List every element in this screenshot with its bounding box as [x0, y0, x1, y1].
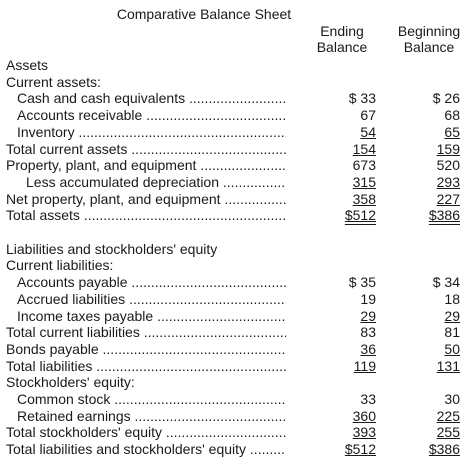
beginning-value: 520: [436, 157, 460, 174]
row-label-text: Less accumulated depreciation: [26, 173, 220, 190]
ending-value: 358: [352, 190, 376, 207]
balance-row: [0, 174, 468, 190]
balance-row: [0, 141, 468, 157]
row-label-text: Total liabilities and stockholders' equity: [6, 441, 247, 457]
ending-value: 36: [360, 340, 376, 357]
row-label: [17, 391, 286, 407]
beginning-value: $ 34: [432, 274, 460, 291]
balance-row: [0, 291, 468, 307]
row-label: [6, 257, 286, 273]
balance-row: [0, 157, 468, 173]
row-label: [17, 274, 286, 290]
ending-value: $512: [344, 207, 376, 224]
row-label: [17, 291, 286, 307]
beginning-value: 225: [436, 407, 460, 424]
row-label: [6, 374, 286, 390]
ending-value: 673: [352, 157, 376, 174]
beginning-value: 65: [444, 123, 460, 140]
row-label-text: Total assets: [6, 207, 80, 224]
beginning-value: 18: [444, 290, 460, 307]
row-label-text: Retained earnings: [17, 407, 131, 424]
row-label-text: Inventory: [17, 123, 75, 140]
row-label-text: Common stock: [17, 391, 111, 407]
beginning-value: 131: [436, 357, 460, 374]
row-label-text: Total liabilities: [6, 357, 93, 374]
row-label-text: Current assets:: [6, 73, 101, 90]
row-label: [17, 107, 286, 123]
row-label: [17, 408, 286, 424]
row-label: [6, 57, 286, 73]
row-label-text: Accounts receivable: [17, 107, 143, 124]
balance-row: [0, 124, 468, 140]
row-label: [6, 424, 286, 440]
balance-row: [0, 424, 468, 440]
balance-row: [0, 274, 468, 290]
sheet-title: Comparative Balance Sheet: [116, 6, 292, 22]
ending-value: 315: [352, 173, 376, 190]
balance-row: [0, 257, 468, 273]
balance-row: [0, 341, 468, 357]
ending-value: 154: [352, 140, 376, 157]
row-label-text: Total stockholders' equity: [6, 424, 162, 441]
ending-value: $ 35: [348, 274, 376, 291]
beginning-value: 68: [444, 107, 460, 124]
balance-row: [0, 391, 468, 407]
ending-value: 33: [360, 391, 376, 407]
row-label: [26, 174, 286, 190]
row-label-text: Assets: [6, 57, 49, 73]
row-label: [17, 124, 286, 140]
row-label: [6, 324, 286, 340]
beginning-value: 293: [436, 173, 460, 190]
ending-value: 29: [360, 307, 376, 324]
balance-row: [0, 57, 468, 73]
beginning-value: 255: [436, 424, 460, 441]
row-label-text: Total current assets: [6, 140, 128, 157]
row-label: [6, 241, 286, 257]
row-label-text: Bonds payable: [6, 340, 99, 357]
balance-row: [0, 74, 468, 90]
balance-row: [0, 408, 468, 424]
balance-row: [0, 241, 468, 257]
row-label: [6, 341, 286, 357]
beginning-value: $386: [428, 207, 460, 224]
ending-balance-header: Ending Balance: [316, 23, 368, 55]
beginning-value: 30: [444, 391, 460, 407]
beginning-value: 159: [436, 140, 460, 157]
spacer-row: [0, 224, 468, 240]
ending-value: 83: [360, 324, 376, 341]
row-label-text: Stockholders' equity:: [6, 374, 135, 391]
ending-value: 393: [352, 424, 376, 441]
row-label-text: Accrued liabilities: [17, 290, 126, 307]
ending-value: 54: [360, 123, 376, 140]
row-label: [6, 191, 286, 207]
beginning-value: $ 26: [432, 90, 460, 107]
ending-value: $ 33: [348, 90, 376, 107]
row-label-text: Current liabilities:: [6, 257, 114, 274]
ending-value: 19: [360, 290, 376, 307]
beginning-value: 227: [436, 190, 460, 207]
beginning-value: $386: [428, 441, 460, 457]
beginning-value: 29: [444, 307, 460, 324]
row-label: [6, 207, 286, 223]
row-label-text: Accounts payable: [17, 274, 128, 291]
balance-row: [0, 191, 468, 207]
row-label-text: Property, plant, and equipment: [6, 157, 197, 174]
balance-row: [0, 374, 468, 390]
beginning-value: 81: [444, 324, 460, 341]
row-label: [6, 358, 286, 374]
row-label-text: Cash and cash equivalents: [17, 90, 186, 107]
balance-row: [0, 324, 468, 340]
row-label: [6, 74, 286, 90]
row-label-text: Total current liabilities: [6, 324, 140, 341]
row-label-text: Net property, plant, and equipment: [6, 190, 221, 207]
balance-row: [0, 358, 468, 374]
ending-value: 360: [352, 407, 376, 424]
row-label-text: Income taxes payable: [17, 307, 154, 324]
balance-row: [0, 207, 468, 223]
beginning-value: 50: [444, 340, 460, 357]
ending-value: $512: [344, 441, 376, 457]
balance-row: [0, 107, 468, 123]
beginning-balance-header: Beginning Balance: [397, 23, 461, 55]
row-label-text: Liabilities and stockholders' equity: [6, 240, 218, 257]
ending-value: 119: [353, 357, 376, 374]
balance-row: [0, 308, 468, 324]
row-label: [17, 308, 286, 324]
ending-value: 67: [360, 107, 376, 124]
row-label: [6, 141, 286, 157]
row-label: [6, 157, 286, 173]
row-label: [17, 90, 286, 106]
balance-row: [0, 90, 468, 106]
